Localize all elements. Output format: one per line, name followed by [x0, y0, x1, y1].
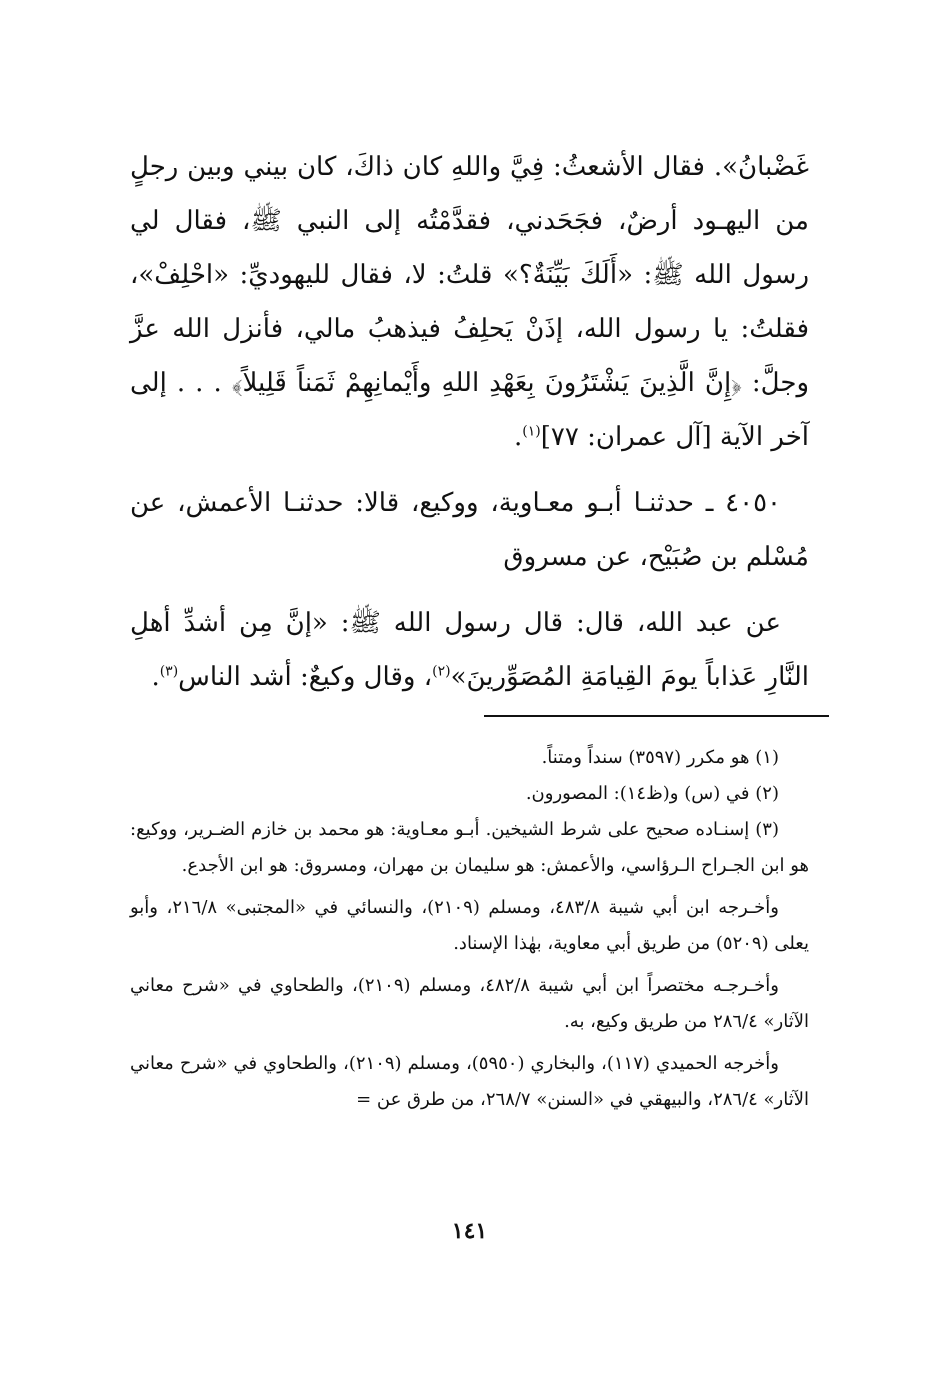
footnote-2: (٢) في (س) و(ظ١٤): المصورون. [525, 783, 779, 804]
main-paragraph-1 [130, 140, 809, 464]
footnote-ref-3: (٣) [159, 663, 179, 680]
footnote-3-continuation-2: وأخـرجـه مختصراً ابن أبي شيبة ٤٨٢/٨، ومسلم (٢١٠٩)، والطحاوي في «شرح معاني الآثار» ٢٨٦/٤ من طريق وكيع، به. [130, 975, 809, 1032]
footnote-3-continuation-1: وأخـرجه ابن أبي شيبة ٤٨٣/٨، ومسلم (٢١٠٩)، والنسائي في «المجتبى» ٢١٦/٨، وأبو يعلى (٥٢٠٩) من طريق أبي معاوية، بهٰذا الإسناد. [130, 897, 809, 954]
main-paragraph-1-end: . [514, 422, 523, 452]
footnote-ref-1: (١) [522, 423, 541, 440]
footnotes-section [130, 740, 809, 1118]
main-paragraph-2 [130, 476, 809, 584]
main-text-body [130, 140, 809, 704]
main-paragraph-3-mid: ، وقال وكيعٌ: أشد الناس [178, 662, 433, 692]
main-paragraph-2-text: ـ حدثنـا أبـو معـاوية، ووكيع، قالا: حدثنـا الأعمش، عن مُسْلم بن صُبَيْح، عن مسروق [130, 488, 809, 572]
footnote-separator [484, 715, 829, 717]
main-paragraph-3-text: عن عبد الله، قال: قال رسول الله ﷺ: «إنَّ مِن أشدِّ أهلِ النَّارِ عَذاباً يومَ القِيامَةِ المُصَوِّرينَ» [130, 608, 809, 692]
footnote-3-continuation-3: وأخرجه الحميدي (١١٧)، والبخاري (٥٩٥٠)، ومسلم (٢١٠٩)، والطحاوي في «شرح معاني الآثار» ٢٨٦/٤، والبيهقي في «السنن» ٢٦٨/٧، من طرق عن = [130, 1053, 809, 1110]
main-paragraph-3-end: . [151, 662, 160, 692]
page-number: ١٤١ [451, 1218, 488, 1244]
footnote-ref-2: (٢) [432, 663, 451, 680]
main-paragraph-1-text: غَضْبانُ». فقال الأشعثُ: فِيَّ واللهِ كان ذاكَ، كان بيني وبين رجلٍ من اليهـود أرضٌ، فجَحَدني، فقدَّمْتُه إلى النبي ﷺ، فقال لي رسول الله ﷺ: «أَلَكَ بَيِّنَةٌ؟» قلتُ: لا، فقال لليهوديِّ: «احْلِفْ»، فقلتُ: يا رسول الله، إذَنْ يَحلِفُ فيذهبُ مالي، فأنزل الله عزَّ وجلَّ: ﴿إِنَّ الَّذِينَ يَشْتَرُونَ بِعَهْدِ اللهِ وأَيْمانِهِمْ ثَمَناً قَلِيلاً﴾ . . . إلى آخر الآية [آل عمران: ٧٧] [130, 152, 809, 452]
footnote-3: (٣) إسنـاده صحيح على شرط الشيخين. أبـو معـاوية: هو محمد بن خازم الضـرير، ووكيع: هو ابن الجـراح الـرؤاسي، والأعمش: هو سليمان بن مهران، ومسروق: هو ابن الأجدع. [130, 819, 809, 876]
hadith-number: ٤٠٥٠ [725, 488, 781, 518]
main-paragraph-3 [130, 596, 809, 704]
footnote-1: (١) هو مكرر (٣٥٩٧) سنداً ومتناً. [541, 747, 779, 768]
